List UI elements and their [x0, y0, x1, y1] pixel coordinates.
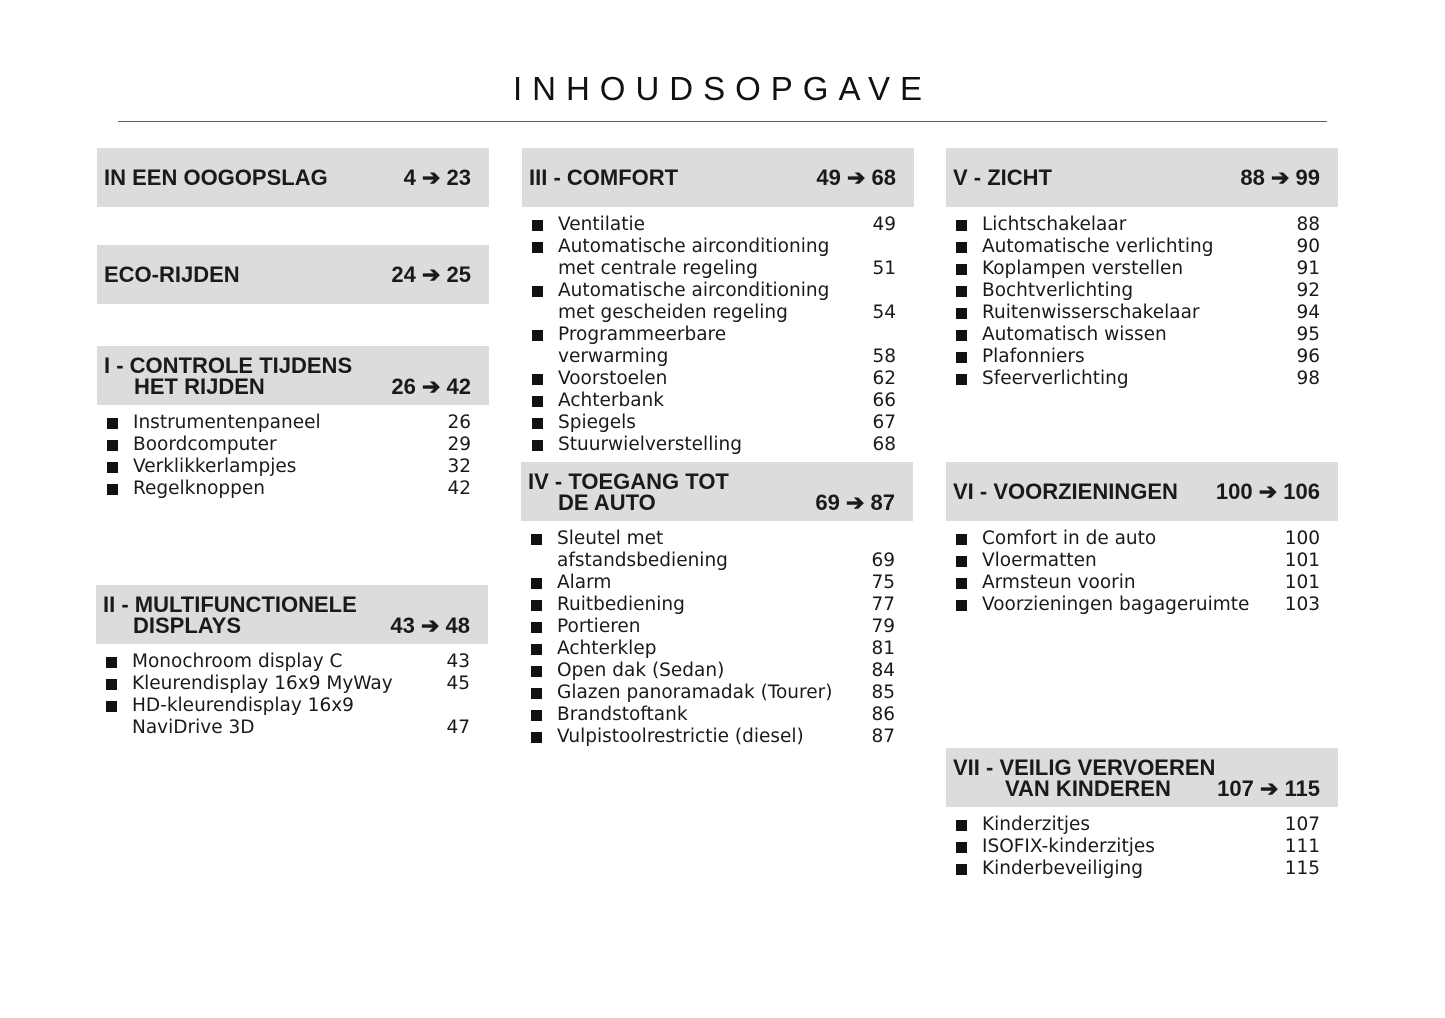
toc-entry-page: 66	[872, 390, 896, 411]
toc-entry[interactable]	[531, 682, 895, 704]
toc-entry-page: 98	[1296, 368, 1320, 389]
section-controle	[97, 346, 489, 500]
toc-entry-page: 101	[1284, 572, 1320, 593]
toc-entry-page: 42	[447, 478, 471, 499]
section-items	[521, 521, 913, 748]
toc-entry-label: Voorzieningen bagageruimte	[982, 594, 1250, 615]
square-bullet-icon	[956, 534, 967, 545]
toc-entry-label: Verklikkerlampjes	[133, 456, 297, 477]
toc-entry-page: 87	[871, 726, 895, 747]
square-bullet-icon	[107, 418, 118, 429]
toc-entry-label: Kinderzitjes	[982, 814, 1090, 835]
section-title-line2: VAN KINDEREN	[1005, 775, 1171, 801]
toc-entry[interactable]	[532, 434, 896, 456]
toc-entry-page: 67	[872, 412, 896, 433]
toc-entry[interactable]	[956, 324, 1320, 346]
toc-entry-page: 111	[1284, 836, 1320, 857]
toc-entry-page: 95	[1296, 324, 1320, 345]
toc-entry-page: 91	[1296, 258, 1320, 279]
toc-entry[interactable]	[956, 214, 1320, 236]
section-voorzieningen	[946, 462, 1338, 616]
square-bullet-icon	[956, 578, 967, 589]
square-bullet-icon	[532, 396, 543, 407]
square-bullet-icon	[531, 710, 542, 721]
section-title-line2: HET RIJDEN	[134, 373, 265, 399]
section-header[interactable]	[96, 585, 488, 644]
section-items	[522, 207, 914, 456]
square-bullet-icon	[531, 666, 542, 677]
square-bullet-icon	[956, 220, 967, 231]
toc-entry-label: Armsteun voorin	[982, 572, 1136, 593]
section-items	[946, 807, 1338, 880]
section-header[interactable]	[946, 462, 1338, 521]
square-bullet-icon	[956, 374, 967, 385]
toc-entry[interactable]	[531, 594, 895, 616]
section-title-line1: IV - TOEGANG TOT	[528, 468, 729, 494]
section-items	[946, 207, 1338, 390]
toc-entry[interactable]	[532, 368, 896, 390]
toc-entry[interactable]	[956, 280, 1320, 302]
toc-entry-label: Lichtschakelaar	[982, 214, 1127, 235]
square-bullet-icon	[531, 578, 542, 589]
toc-entry[interactable]	[531, 572, 895, 594]
toc-entry-label: Automatische airconditioning met centrale regeling	[558, 236, 830, 279]
square-bullet-icon	[956, 264, 967, 275]
square-bullet-icon	[956, 842, 967, 853]
toc-entry-page: 84	[871, 660, 895, 681]
square-bullet-icon	[956, 820, 967, 831]
toc-entry[interactable]	[531, 528, 895, 572]
square-bullet-icon	[531, 600, 542, 611]
toc-entry[interactable]	[956, 528, 1320, 550]
toc-entry[interactable]	[106, 695, 470, 739]
square-bullet-icon	[531, 534, 542, 545]
square-bullet-icon	[532, 374, 543, 385]
toc-entry[interactable]	[956, 346, 1320, 368]
square-bullet-icon	[531, 688, 542, 699]
section-title-line1: VII - VEILIG VERVOEREN	[953, 754, 1216, 780]
toc-entry-label: Ruitenwisserschakelaar	[982, 302, 1200, 323]
toc-entry[interactable]	[956, 594, 1320, 616]
toc-entry[interactable]	[532, 236, 896, 280]
square-bullet-icon	[107, 484, 118, 495]
section-kinderen	[946, 748, 1338, 880]
toc-entry-label: Instrumentenpaneel	[133, 412, 321, 433]
toc-entry[interactable]	[532, 214, 896, 236]
section-header[interactable]	[97, 245, 489, 304]
toc-entry[interactable]	[107, 434, 471, 456]
toc-entry-label: Achterbank	[558, 390, 664, 411]
square-bullet-icon	[107, 440, 118, 451]
toc-entry[interactable]	[956, 572, 1320, 594]
toc-entry-page: 77	[871, 594, 895, 615]
square-bullet-icon	[532, 440, 543, 451]
square-bullet-icon	[532, 418, 543, 429]
toc-entry-page: 90	[1296, 236, 1320, 257]
toc-entry-label: Automatische verlichting	[982, 236, 1214, 257]
page-range: 69 ➔ 87	[815, 489, 895, 515]
section-title-line1: II - MULTIFUNCTIONELE	[103, 591, 357, 617]
toc-entry-label: Sfeerverlichting	[982, 368, 1129, 389]
toc-entry-page: 54	[872, 302, 896, 323]
toc-entry-page: 85	[871, 682, 895, 703]
toc-entry-page: 47	[446, 717, 470, 738]
toc-entry[interactable]	[531, 726, 895, 748]
toc-entry-page: 94	[1296, 302, 1320, 323]
section-eco-rijden	[97, 245, 489, 304]
square-bullet-icon	[531, 622, 542, 633]
square-bullet-icon	[531, 644, 542, 655]
toc-entry[interactable]	[532, 390, 896, 412]
square-bullet-icon	[532, 242, 543, 253]
toc-entry[interactable]	[531, 660, 895, 682]
section-comfort	[522, 148, 914, 456]
section-header[interactable]	[521, 462, 913, 521]
page-range: 107 ➔ 115	[1217, 775, 1320, 801]
toc-entry-label: Kinderbeveiliging	[982, 858, 1143, 879]
section-title: VI - VOORZIENINGEN	[953, 478, 1178, 504]
toc-entry-label: Plafonniers	[982, 346, 1085, 367]
toc-entry[interactable]	[956, 236, 1320, 258]
section-title: ECO-RIJDEN	[104, 261, 240, 287]
toc-entry[interactable]	[956, 258, 1320, 280]
page-range: 49 ➔ 68	[816, 164, 896, 190]
toc-entry-page: 45	[446, 673, 470, 694]
toc-entry-page: 43	[446, 651, 470, 672]
toc-entry[interactable]	[106, 673, 470, 695]
toc-entry-label: Automatische airconditioning met gescheiden regeling	[558, 280, 830, 323]
section-title: III - COMFORT	[529, 164, 679, 190]
toc-entry-label: Boordcomputer	[133, 434, 277, 455]
page-range: 88 ➔ 99	[1240, 164, 1320, 190]
toc-entry[interactable]	[956, 836, 1320, 858]
toc-entry-label: Vulpistoolrestrictie (diesel)	[557, 726, 804, 747]
toc-entry-page: 115	[1284, 858, 1320, 879]
toc-entry-page: 69	[871, 550, 895, 571]
toc-entry-page: 88	[1296, 214, 1320, 235]
square-bullet-icon	[956, 600, 967, 611]
section-toegang	[521, 462, 913, 748]
toc-entry-page: 79	[871, 616, 895, 637]
toc-entry-page: 96	[1296, 346, 1320, 367]
toc-entry-page: 58	[872, 346, 896, 367]
toc-entry[interactable]	[956, 368, 1320, 390]
toc-entry-label: ISOFIX-kinderzitjes	[982, 836, 1155, 857]
toc-entry-page: 81	[871, 638, 895, 659]
toc-entry-label: Koplampen verstellen	[982, 258, 1184, 279]
toc-entry-page: 29	[447, 434, 471, 455]
section-header[interactable]	[946, 148, 1338, 207]
section-header[interactable]	[946, 748, 1338, 807]
square-bullet-icon	[956, 308, 967, 319]
section-header[interactable]	[97, 346, 489, 405]
section-header[interactable]	[522, 148, 914, 207]
toc-entry-label: Portieren	[557, 616, 641, 637]
toc-entry[interactable]	[107, 412, 471, 434]
toc-entry[interactable]	[956, 858, 1320, 880]
toc-entry-page: 101	[1284, 550, 1320, 571]
toc-entry[interactable]	[956, 550, 1320, 572]
toc-entry-page: 86	[871, 704, 895, 725]
toc-entry[interactable]	[107, 456, 471, 478]
section-title-line2: DE AUTO	[558, 489, 656, 515]
square-bullet-icon	[532, 286, 543, 297]
section-items	[946, 521, 1338, 616]
toc-entry-page: 51	[872, 258, 896, 279]
toc-entry-page: 103	[1284, 594, 1320, 615]
section-items	[97, 405, 489, 500]
toc-entry-page: 32	[447, 456, 471, 477]
square-bullet-icon	[106, 679, 117, 690]
toc-entry[interactable]	[531, 616, 895, 638]
toc-entry-label: Vloermatten	[982, 550, 1097, 571]
square-bullet-icon	[107, 462, 118, 473]
section-title-line1: I - CONTROLE TIJDENS	[104, 352, 353, 378]
toc-entry[interactable]	[107, 478, 471, 500]
toc-entry-label: Kleurendisplay 16x9 MyWay	[132, 673, 393, 694]
toc-entry-page: 26	[447, 412, 471, 433]
toc-entry[interactable]	[532, 412, 896, 434]
toc-entry-label: Bochtverlichting	[982, 280, 1134, 301]
toc-entry-page: 92	[1296, 280, 1320, 301]
toc-entry-page: 62	[872, 368, 896, 389]
toc-entry-page: 75	[871, 572, 895, 593]
page-range: 24 ➔ 25	[391, 261, 471, 287]
toc-entry-label: Brandstoftank	[557, 704, 688, 725]
toc-entry-label: Ruitbediening	[557, 594, 685, 615]
square-bullet-icon	[531, 732, 542, 743]
square-bullet-icon	[532, 220, 543, 231]
section-title: IN EEN OOGOPSLAG	[104, 164, 328, 190]
page-title: INHOUDSOPGAVE	[512, 70, 933, 107]
toc-entry-page: 68	[872, 434, 896, 455]
toc-entry-label: Stuurwielverstelling	[558, 434, 742, 455]
toc-entry-label: Comfort in de auto	[982, 528, 1157, 549]
square-bullet-icon	[532, 330, 543, 341]
toc-entry-label: HD-kleurendisplay 16x9 NaviDrive 3D	[132, 695, 354, 738]
toc-entry[interactable]	[956, 302, 1320, 324]
section-items	[96, 644, 488, 739]
toc-entry-label: Automatisch wissen	[982, 324, 1167, 345]
toc-entry-label: Open dak (Sedan)	[557, 660, 725, 681]
toc-entry-page: 49	[872, 214, 896, 235]
toc-entry-label: Voorstoelen	[558, 368, 668, 389]
square-bullet-icon	[956, 286, 967, 297]
section-title: V - ZICHT	[953, 164, 1052, 190]
square-bullet-icon	[956, 242, 967, 253]
page-range: 26 ➔ 42	[391, 373, 471, 399]
toc-entry-label: Alarm	[557, 572, 612, 593]
title-divider	[118, 121, 1327, 122]
square-bullet-icon	[956, 352, 967, 363]
toc-entry-label: Ventilatie	[558, 214, 645, 235]
toc-entry[interactable]	[531, 638, 895, 660]
toc-entry-page: 100	[1284, 528, 1320, 549]
square-bullet-icon	[956, 330, 967, 341]
toc-entry-label: Sleutel met afstandsbediening	[557, 528, 728, 571]
toc-entry-label: Glazen panoramadak (Tourer)	[557, 682, 833, 703]
section-oogopslag	[97, 148, 489, 207]
square-bullet-icon	[106, 701, 117, 712]
page-range: 43 ➔ 48	[390, 612, 470, 638]
toc-entry[interactable]	[956, 814, 1320, 836]
toc-entry-label: Regelknoppen	[133, 478, 266, 499]
square-bullet-icon	[106, 657, 117, 668]
section-displays	[96, 585, 488, 739]
toc-entry[interactable]	[531, 704, 895, 726]
toc-entry-label: Monochroom display C	[132, 651, 343, 672]
section-zicht	[946, 148, 1338, 390]
toc-entry[interactable]	[532, 280, 896, 324]
section-header[interactable]	[97, 148, 489, 207]
square-bullet-icon	[956, 556, 967, 567]
section-title-line2: DISPLAYS	[133, 612, 242, 638]
toc-entry-label: Programmeerbare verwarming	[558, 324, 727, 367]
page-range: 100 ➔ 106	[1215, 478, 1320, 504]
page-range: 4 ➔ 23	[403, 164, 471, 190]
toc-entry-label: Achterklep	[557, 638, 657, 659]
toc-entry[interactable]	[106, 651, 470, 673]
toc-entry[interactable]	[532, 324, 896, 368]
square-bullet-icon	[956, 864, 967, 875]
toc-entry-label: Spiegels	[558, 412, 636, 433]
toc-entry-page: 107	[1284, 814, 1320, 835]
